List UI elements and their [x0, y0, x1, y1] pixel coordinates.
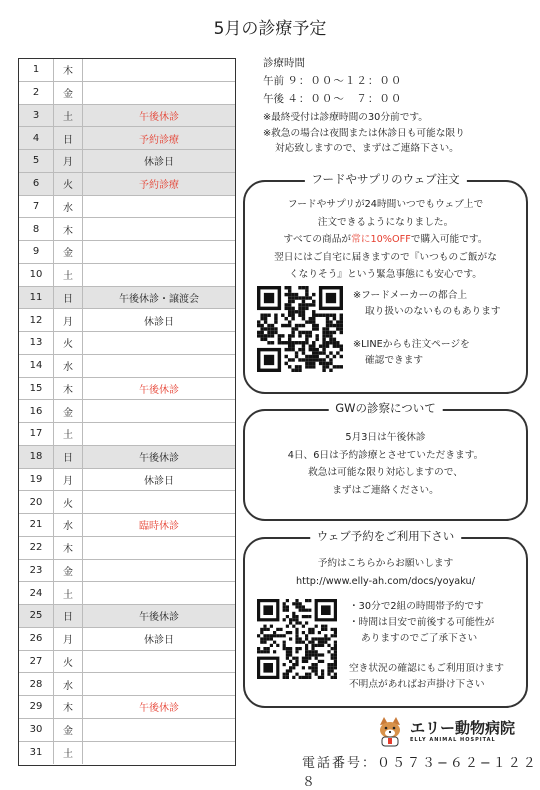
weekday: 日	[53, 127, 83, 149]
calendar-row	[19, 582, 235, 605]
weekday: 水	[53, 673, 83, 695]
weekday: 金	[53, 719, 83, 741]
text-line: 5月3日は午後休診	[345, 432, 426, 443]
weekday: 水	[53, 514, 83, 536]
text-line: ※フードメーカーの都合上	[353, 290, 468, 301]
weekday: 土	[53, 105, 83, 127]
calendar-row	[19, 696, 235, 719]
calendar-row	[19, 59, 235, 82]
calendar-row	[19, 150, 235, 173]
calendar-row	[19, 332, 235, 355]
text-line: 不明点があればお声掛け下さい	[349, 679, 485, 690]
day-note: 休診日	[144, 157, 174, 169]
weekday: 火	[53, 332, 83, 354]
weekday: 金	[53, 241, 83, 263]
weekday: 月	[53, 309, 83, 331]
calendar-row	[19, 514, 235, 537]
weekday: 土	[53, 264, 83, 286]
weekday: 土	[53, 423, 83, 445]
day-number: 1	[32, 64, 40, 76]
text-line: くなりそう』という緊急事態にも安心です。	[289, 269, 482, 280]
note-line: 対応致しますので、まずはご連絡下さい。	[275, 143, 459, 154]
text-line: ありますのでご了承下さい	[361, 633, 478, 644]
day-number: 23	[29, 564, 43, 576]
day-note: 予約診療	[139, 134, 179, 146]
day-number: 21	[29, 519, 43, 531]
discount-text: 常に10%OFF	[351, 234, 411, 245]
weekday: 木	[53, 537, 83, 559]
dog-mascot-icon	[374, 715, 406, 747]
calendar-row	[19, 355, 235, 378]
day-note: 午後休診・譲渡会	[119, 293, 199, 305]
weekday: 日	[53, 287, 83, 309]
calendar-row	[19, 241, 235, 264]
text-part: で購入可能です。	[410, 234, 488, 245]
calendar-row	[19, 446, 235, 469]
day-note: 午後休診	[139, 111, 179, 123]
day-number: 30	[29, 724, 43, 736]
day-number: 20	[29, 496, 43, 508]
pm-label: 午後	[263, 93, 284, 105]
weekday: 月	[53, 628, 83, 650]
day-number: 12	[29, 314, 43, 326]
note-line: ※最終受付は診療時間の30分前です。	[263, 112, 428, 123]
text-line: 4日、6日は予約診療とさせていただきます。	[287, 449, 484, 461]
day-number: 15	[29, 382, 43, 394]
calendar-row	[19, 196, 235, 219]
web-reservation-text	[245, 555, 526, 590]
weekday: 土	[53, 742, 83, 765]
calendar-row	[19, 309, 235, 332]
day-note: 午後休診	[139, 612, 179, 624]
day-number: 11	[29, 291, 43, 303]
am-time: ９：００〜１２：００	[287, 75, 403, 87]
gw-box	[243, 401, 528, 521]
text-line: 確認できます	[365, 355, 424, 366]
day-note: 午後休診	[139, 453, 179, 465]
pm-time: ４：００〜 ７：００	[287, 93, 403, 105]
day-number: 22	[29, 542, 43, 554]
day-note: 午後休診	[139, 703, 179, 715]
calendar-row	[19, 742, 235, 765]
weekday: 土	[53, 582, 83, 604]
calendar-row	[19, 264, 235, 287]
weekday: 木	[53, 378, 83, 400]
day-number: 27	[29, 655, 43, 667]
weekday: 木	[53, 59, 83, 81]
gw-title: GWの診察について	[328, 400, 443, 416]
day-note: 午後休診	[139, 384, 179, 396]
text-line: 取り扱いのないものもあります	[365, 306, 501, 317]
text-line: まずはご連絡ください。	[332, 484, 439, 496]
weekday: 火	[53, 173, 83, 195]
day-note: 休診日	[144, 475, 174, 487]
day-note: 休診日	[144, 635, 174, 647]
web-reservation-box	[243, 529, 528, 708]
day-number: 18	[29, 451, 43, 463]
day-number: 4	[32, 132, 40, 144]
calendar-row	[19, 673, 235, 696]
text-line: 空き状況の確認にもご利用頂けます	[349, 663, 504, 674]
day-number: 13	[29, 337, 43, 349]
calendar-row	[19, 127, 235, 150]
text-line	[245, 231, 526, 249]
food-order-title: フードやサプリのウェブ注文	[304, 171, 466, 187]
gw-text	[245, 429, 526, 499]
text-line: ・時間は目安で前後する可能性が	[349, 617, 495, 628]
text-line: 救急は可能な限り対応しますので、	[308, 467, 463, 478]
day-number: 24	[29, 587, 43, 599]
day-note: 臨時休診	[139, 521, 179, 533]
calendar-row	[19, 218, 235, 241]
hours-notes	[263, 110, 465, 157]
calendar-row	[19, 560, 235, 583]
day-note: 休診日	[144, 316, 174, 328]
day-number: 29	[29, 701, 43, 713]
calendar-row	[19, 537, 235, 560]
food-order-box	[243, 172, 528, 394]
page-title: 5月の診療予定	[213, 19, 327, 39]
web-reservation-title: ウェブ予約をご利用下さい	[310, 528, 462, 544]
weekday: 水	[53, 196, 83, 218]
day-number: 31	[29, 747, 43, 759]
calendar-row	[19, 719, 235, 742]
day-number: 7	[32, 200, 40, 212]
phone-number: 電話番号：０５７３−６２−１２２８	[302, 756, 538, 790]
text-line: 予約はこちらからお願いします	[317, 558, 454, 569]
day-number: 17	[29, 428, 43, 440]
text-line: 注文できるようになりました。	[317, 216, 454, 228]
day-note: 予約診療	[139, 180, 179, 192]
note-line: ※救急の場合は夜間または休診日も可能な限り	[263, 127, 465, 139]
weekday: 月	[53, 469, 83, 491]
hospital-name-en: ELLY ANIMAL HOSPITAL	[410, 737, 496, 743]
text-line: ※LINEからも注文ページを	[353, 339, 470, 350]
weekday: 日	[53, 605, 83, 627]
day-number: 10	[29, 269, 43, 281]
day-number: 9	[32, 246, 40, 258]
text-line: ・30分で2組の時間帯予約です	[349, 601, 484, 612]
weekday: 日	[53, 446, 83, 468]
day-number: 25	[29, 610, 43, 622]
day-number: 8	[32, 223, 40, 235]
day-number: 26	[29, 633, 43, 645]
weekday: 木	[53, 218, 83, 240]
calendar-row	[19, 605, 235, 628]
calendar-row	[19, 628, 235, 651]
calendar-row	[19, 423, 235, 446]
day-number: 19	[29, 473, 43, 485]
day-number: 16	[29, 405, 43, 417]
reservation-qr-code[interactable]	[257, 599, 337, 679]
weekday: 金	[53, 400, 83, 422]
reservation-url[interactable]: http://www.elly-ah.com/docs/yoyaku/	[296, 575, 475, 587]
day-number: 6	[32, 178, 40, 190]
calendar-row	[19, 651, 235, 674]
day-number: 14	[29, 360, 43, 372]
day-number: 5	[32, 155, 40, 167]
calendar-row	[19, 82, 235, 105]
weekday: 金	[53, 560, 83, 582]
calendar-row	[19, 173, 235, 196]
text-part: すべての商品が	[283, 234, 352, 245]
calendar-row	[19, 378, 235, 401]
weekday: 木	[53, 696, 83, 718]
hours-heading: 診療時間	[263, 57, 305, 69]
calendar-row	[19, 287, 235, 310]
reservation-details	[349, 599, 504, 693]
food-order-text	[245, 196, 526, 284]
calendar-row	[19, 105, 235, 128]
line-qr-code[interactable]	[257, 286, 343, 372]
hospital-logo	[374, 715, 524, 747]
calendar-row	[19, 469, 235, 492]
day-number: 28	[29, 678, 43, 690]
text-line: フードやサプリが24時間いつでもウェブ上で	[287, 199, 484, 210]
calendar-row	[19, 400, 235, 423]
weekday: 金	[53, 82, 83, 104]
weekday: 月	[53, 150, 83, 172]
text-line: 翌日にはご自宅に届きますので『いつものご飯がな	[274, 251, 497, 263]
calendar-row	[19, 491, 235, 514]
am-label: 午前	[263, 75, 284, 87]
day-number: 2	[32, 87, 40, 99]
schedule-calendar	[18, 58, 236, 766]
food-side-notes	[353, 288, 501, 369]
hospital-name: エリー動物病院	[410, 719, 516, 737]
clinic-hours	[263, 54, 402, 108]
weekday: 火	[53, 491, 83, 513]
weekday: 水	[53, 355, 83, 377]
day-number: 3	[32, 109, 40, 121]
weekday: 火	[53, 651, 83, 673]
